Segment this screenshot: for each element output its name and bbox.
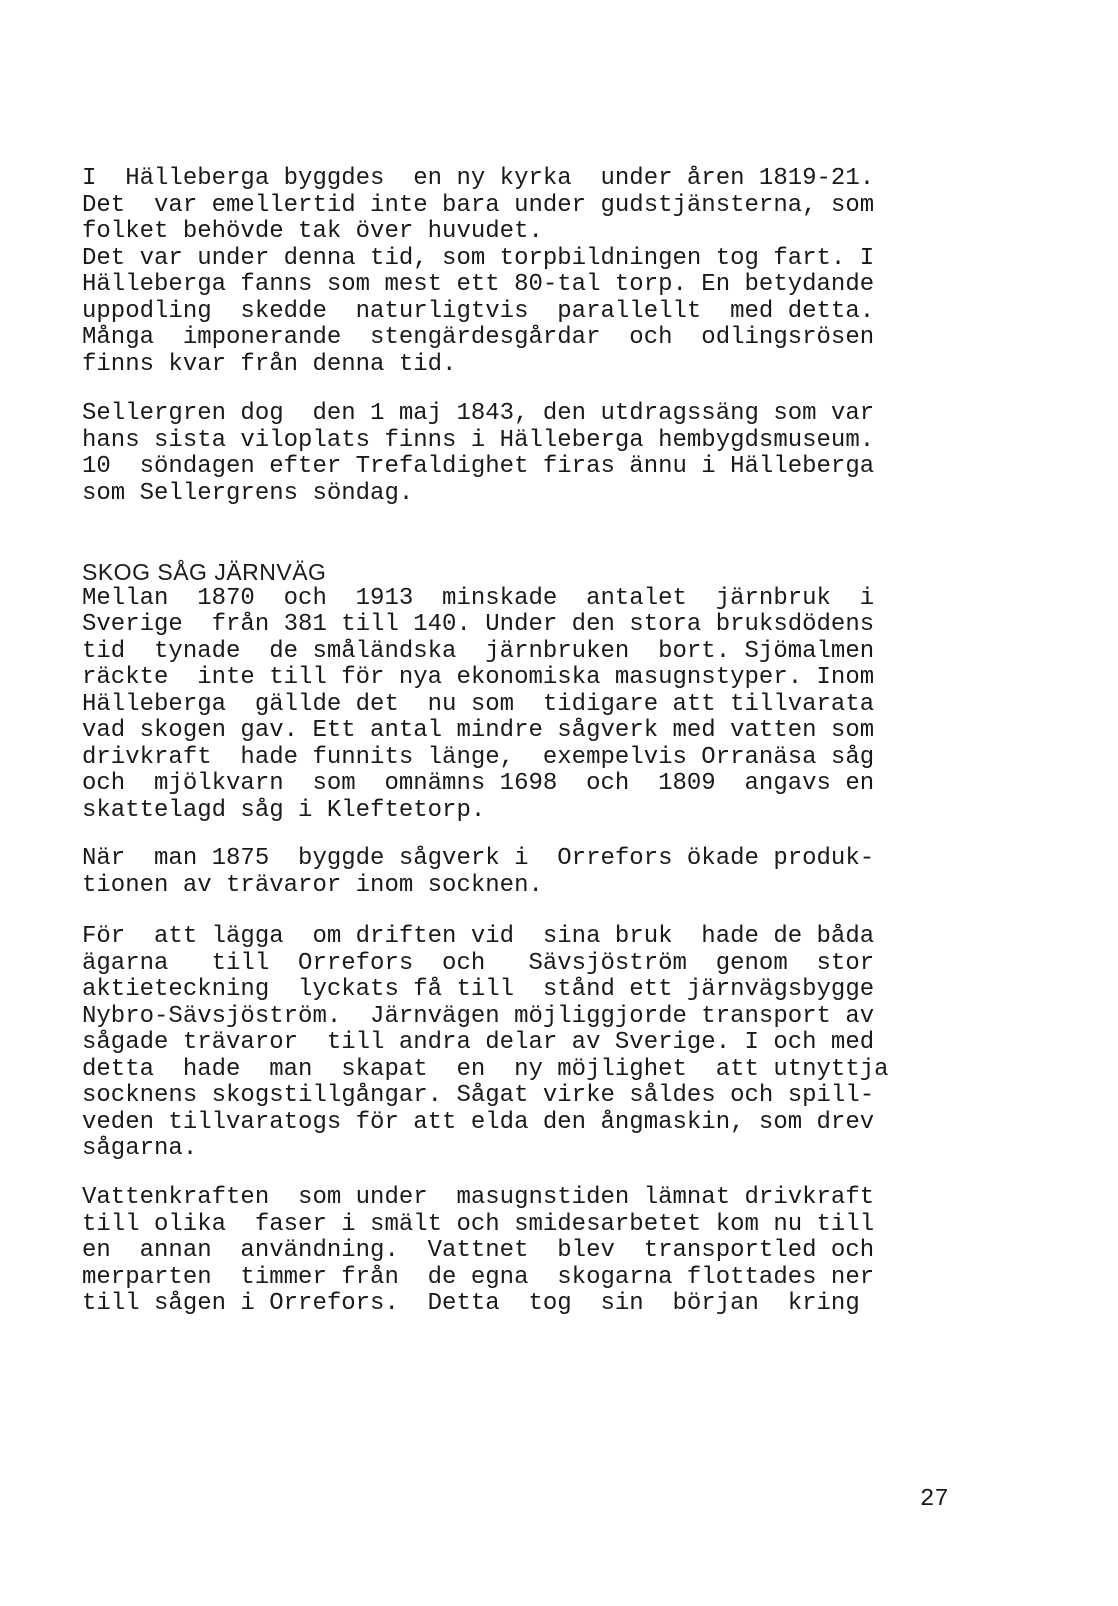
text-line: I Hälleberga byggdes en ny kyrka under åren 1819-21. (82, 165, 875, 192)
page-number: 27 (920, 1486, 949, 1513)
text-line: Sellergren dog den 1 maj 1843, den utdragssäng som var (82, 400, 875, 427)
text-line: socknens skogstillgångar. Sågat virke såldes och spill- (82, 1082, 875, 1109)
text-line: drivkraft hade funnits länge, exempelvis Orranäsa såg (82, 743, 875, 771)
text-line: För att lägga om driften vid sina bruk hade de båda (82, 923, 875, 950)
text-line: Många imponerande stengärdesgårdar och odlingsrösen (82, 324, 875, 351)
text-line: Sverige från 381 till 140. Under den stora bruksdödens (82, 611, 875, 638)
text-line: till olika faser i smält och smidesarbetet kom nu till (82, 1210, 875, 1238)
section-heading: SKOG SÅG JÄRNVÄG (82, 559, 327, 585)
text-line: ägarna till Orrefors och Sävsjöström genom stor (82, 949, 875, 977)
text-line: 10 söndagen efter Trefaldighet firas ännu i Hälleberga (82, 453, 875, 480)
text-line: Hälleberga fanns som mest ett 80-tal torp. En betydande (82, 271, 875, 298)
text-line: aktieteckning lyckats få till stånd ett järnvägsbygge (82, 976, 875, 1003)
text-line: Det var emellertid inte bara under gudstjänsterna, som (82, 191, 875, 219)
paragraph-5 (82, 924, 962, 1163)
text-line: folket behövde tak över huvudet. (82, 218, 543, 245)
text-line: Nybro-Sävsjöström. Järnvägen möjliggjorde transport av (82, 1002, 875, 1030)
text-line: detta hade man skapat en ny möjlighet att utnyttja (82, 1055, 889, 1083)
text-line: merparten timmer från de egna skogarna flottades ner (82, 1263, 875, 1291)
text-line: sågarna. (82, 1135, 198, 1162)
paragraph-4 (82, 846, 962, 899)
text-line: veden tillvaratogs för att elda den ångmaskin, som drev (82, 1108, 875, 1136)
text-line: som Sellergrens söndag. (82, 479, 414, 507)
text-line: Mellan 1870 och 1913 minskade antalet järnbruk i (82, 584, 875, 612)
text-line: tid tynade de småländska järnbruken bort. Sjömalmen (82, 637, 875, 665)
paragraph-3 (82, 559, 962, 824)
text-line: Hälleberga gällde det nu som tidigare att tillvarata (82, 690, 875, 718)
text-line: räckte inte till för nya ekonomiska masugnstyper. Inom (82, 664, 875, 691)
text-line: och mjölkvarn som omnämns 1698 och 1809 angavs en (82, 770, 875, 797)
text-line: tionen av trävaror inom socknen. (82, 871, 543, 899)
text-line: uppodling skedde naturligtvis parallellt med detta. (82, 297, 875, 325)
text-line: finns kvar från denna tid. (82, 350, 457, 378)
text-line: en annan användning. Vattnet blev transportled och (82, 1237, 875, 1264)
text-line: vad skogen gav. Ett antal mindre sågverk med vatten som (82, 717, 875, 744)
text-line: hans sista viloplats finns i Hälleberga hembygdsmuseum. (82, 426, 875, 454)
paragraph-1 (82, 166, 962, 378)
text-line: Vattenkraften som under masugnstiden lämnat drivkraft (82, 1184, 875, 1211)
paragraph-2 (82, 401, 962, 507)
text-line: till sågen i Orrefors. Detta tog sin början kring (82, 1290, 860, 1317)
text-line: skattelagd såg i Kleftetorp. (82, 796, 486, 824)
text-line: Det var under denna tid, som torpbildningen tog fart. I (82, 244, 875, 272)
text-line: När man 1875 byggde sågverk i Orrefors ökade produk- (82, 845, 875, 872)
text-line: sågade trävaror till andra delar av Sverige. I och med (82, 1029, 875, 1056)
paragraph-6 (82, 1185, 962, 1318)
